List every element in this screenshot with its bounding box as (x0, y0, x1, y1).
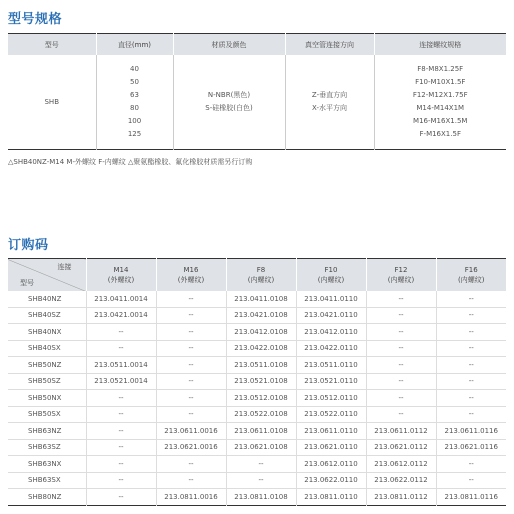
order-code-cell: -- (366, 390, 436, 407)
list-line: M16-M16X1.5M (413, 117, 468, 125)
row-model-cell: SHB40NX (8, 324, 86, 341)
list-line: 100 (127, 117, 142, 125)
order-code-cell: -- (436, 406, 506, 423)
order-code-cell: -- (86, 423, 156, 440)
order-code-cell: -- (436, 324, 506, 341)
order-code-cell: 213.0421.0110 (296, 307, 366, 324)
order-header-row (8, 259, 506, 292)
order-code-cell: -- (86, 406, 156, 423)
order-code-cell: -- (156, 357, 226, 374)
list-line: F8-M8X1.25F (417, 65, 464, 73)
order-code-cell: 213.0621.0016 (156, 439, 226, 456)
order-code-cell: 213.0622.0110 (296, 472, 366, 489)
order-code-cell: 213.0511.0110 (296, 357, 366, 374)
table-row (8, 406, 506, 423)
list-line: X-水平方向 (312, 104, 347, 112)
list-line: N-NBR(黑色) (207, 91, 251, 99)
table-row (8, 390, 506, 407)
order-code-cell: -- (156, 456, 226, 473)
order-header-col (156, 259, 226, 292)
order-code-cell: -- (436, 291, 506, 307)
col-thread-type: (内螺纹) (387, 276, 415, 284)
col-thread-type: (外螺纹) (177, 276, 205, 284)
section-title-model-spec: 型号规格 (8, 12, 63, 27)
order-code-cell: -- (86, 489, 156, 506)
order-header-col (436, 259, 506, 292)
list-line: Z-垂直方向 (311, 91, 348, 99)
table-row (8, 307, 506, 324)
order-code-cell: 213.0521.0014 (86, 373, 156, 390)
order-code-cell: 213.0411.0110 (296, 291, 366, 307)
order-code-cell: 213.0622.0112 (366, 472, 436, 489)
spec-header-material: 材质及颜色 (173, 34, 285, 56)
spec-header-thread: 连接螺纹规格 (374, 34, 506, 56)
order-code-cell: 213.0612.0112 (366, 456, 436, 473)
row-model-cell: SHB63NZ (8, 423, 86, 440)
order-code-cell: -- (156, 472, 226, 489)
list-line: 80 (130, 104, 139, 112)
list-line: F10-M10X1.5F (415, 78, 466, 86)
col-thread-name: F12 (394, 266, 408, 274)
order-code-cell: -- (86, 390, 156, 407)
spec-note: △SHB40NZ-M14 M-外螺纹 F-内螺纹 △聚氨酯橡胶、氟化橡胶材质需另行订购 (8, 158, 253, 166)
col-thread-name: M16 (183, 266, 199, 274)
order-code-cell: -- (436, 373, 506, 390)
order-table-body (8, 291, 506, 505)
list-line: M14-M14X1M (416, 104, 465, 112)
corner-label-model: 型号 (20, 279, 34, 287)
list-line: 63 (130, 91, 139, 99)
order-code-cell: 213.0412.0110 (296, 324, 366, 341)
spec-table (8, 33, 506, 150)
order-code-cell: 213.0412.0108 (226, 324, 296, 341)
order-code-cell: 213.0522.0110 (296, 406, 366, 423)
order-header-col (86, 259, 156, 292)
order-code-cell: -- (86, 324, 156, 341)
spec-row (8, 55, 506, 150)
order-code-cell: 213.0422.0108 (226, 340, 296, 357)
order-code-cell: 213.0612.0110 (296, 456, 366, 473)
col-thread-name: F10 (324, 266, 338, 274)
row-model-cell: SHB63NX (8, 456, 86, 473)
corner-label-connection: 连接 (57, 263, 72, 271)
row-model-cell: SHB50NZ (8, 357, 86, 374)
order-code-cell: -- (366, 406, 436, 423)
order-code-cell: -- (366, 340, 436, 357)
order-code-cell: 213.0811.0016 (156, 489, 226, 506)
spec-thread-list (374, 55, 506, 150)
order-code-cell: 213.0521.0108 (226, 373, 296, 390)
order-header-col (226, 259, 296, 292)
spec-direction-list (285, 55, 374, 150)
list-line: F12-M12X1.75F (412, 91, 468, 99)
col-thread-type: (内螺纹) (317, 276, 345, 284)
row-model-cell: SHB40SZ (8, 307, 86, 324)
table-row (8, 472, 506, 489)
order-code-cell: 213.0811.0112 (366, 489, 436, 506)
order-code-cell: 213.0611.0016 (156, 423, 226, 440)
order-code-cell: 213.0521.0110 (296, 373, 366, 390)
spec-model-cell: SHB (44, 97, 59, 106)
row-model-cell: SHB80NZ (8, 489, 86, 506)
order-code-cell: -- (366, 373, 436, 390)
table-row (8, 373, 506, 390)
table-row (8, 291, 506, 307)
order-code-cell: -- (366, 307, 436, 324)
order-code-cell: -- (436, 357, 506, 374)
order-code-cell: -- (366, 324, 436, 341)
order-code-cell: -- (226, 456, 296, 473)
order-header-corner (8, 259, 86, 292)
order-code-cell: 213.0512.0108 (226, 390, 296, 407)
order-code-cell: 213.0421.0108 (226, 307, 296, 324)
row-model-cell: SHB40SX (8, 340, 86, 357)
order-code-cell: 213.0512.0110 (296, 390, 366, 407)
order-code-cell: -- (156, 406, 226, 423)
order-code-cell: -- (86, 472, 156, 489)
order-code-cell: -- (86, 439, 156, 456)
order-code-cell: -- (86, 340, 156, 357)
spec-header-diameter: 直径(mm) (96, 34, 173, 56)
list-line: F-M16X1.5F (419, 130, 461, 138)
order-code-cell: 213.0621.0116 (436, 439, 506, 456)
table-row (8, 456, 506, 473)
order-code-cell: 213.0421.0014 (86, 307, 156, 324)
order-code-cell: 213.0621.0110 (296, 439, 366, 456)
section-title-order-code: 订购码 (8, 238, 49, 253)
order-code-cell: 213.0621.0112 (366, 439, 436, 456)
table-row (8, 489, 506, 506)
row-model-cell: SHB40NZ (28, 294, 62, 303)
table-row (8, 439, 506, 456)
order-code-cell: 213.0611.0112 (366, 423, 436, 440)
row-model-cell: SHB50SZ (8, 373, 86, 390)
order-code-cell: -- (366, 291, 436, 307)
order-code-cell: 213.0411.0014 (86, 291, 156, 307)
order-code-cell: -- (86, 456, 156, 473)
spec-diameter-list (96, 55, 173, 150)
order-code-cell: 213.0511.0014 (86, 357, 156, 374)
spec-material-list (173, 55, 285, 150)
spec-header-row (8, 34, 506, 56)
order-code-table (8, 258, 506, 506)
col-thread-type: (内螺纹) (247, 276, 275, 284)
order-code-cell: 213.0611.0108 (226, 423, 296, 440)
spec-header-direction: 真空管连接方向 (285, 34, 374, 56)
order-code-cell: -- (366, 357, 436, 374)
list-line: 125 (127, 130, 142, 138)
list-line: S-硅橡胶(白色) (205, 104, 253, 112)
order-code-cell: 213.0811.0116 (436, 489, 506, 506)
order-code-cell: -- (436, 307, 506, 324)
order-code-cell: 213.0621.0108 (226, 439, 296, 456)
order-code-cell: 213.0811.0110 (296, 489, 366, 506)
order-code-cell: -- (436, 340, 506, 357)
row-model-cell: SHB50SX (8, 406, 86, 423)
table-row (8, 423, 506, 440)
order-code-cell: -- (156, 307, 226, 324)
table-row (8, 357, 506, 374)
col-thread-type: (内螺纹) (458, 276, 485, 284)
col-thread-type: (外螺纹) (107, 276, 135, 284)
table-row (8, 324, 506, 341)
spec-header-model: 型号 (8, 34, 96, 56)
order-code-cell: 213.0511.0108 (226, 357, 296, 374)
list-line: 40 (130, 65, 139, 73)
order-code-cell: -- (156, 390, 226, 407)
col-thread-name: F8 (256, 266, 266, 274)
row-model-cell: SHB63SZ (8, 439, 86, 456)
order-code-cell: 213.0411.0108 (226, 291, 296, 307)
col-thread-name: F16 (464, 266, 478, 274)
order-code-cell: 213.0422.0110 (296, 340, 366, 357)
order-code-cell: 213.0522.0108 (226, 406, 296, 423)
order-code-cell: 213.0611.0110 (296, 423, 366, 440)
list-line: 50 (130, 78, 139, 86)
order-code-cell: -- (156, 340, 226, 357)
order-header-col (296, 259, 366, 292)
row-model-cell: SHB63SX (8, 472, 86, 489)
order-code-cell: -- (226, 472, 296, 489)
order-code-cell: -- (436, 390, 506, 407)
col-thread-name: M14 (113, 266, 129, 274)
order-code-cell: 213.0811.0108 (226, 489, 296, 506)
row-model-cell: SHB50NX (8, 390, 86, 407)
table-row (8, 340, 506, 357)
order-code-cell: -- (436, 456, 506, 473)
order-code-cell: 213.0611.0116 (436, 423, 506, 440)
order-code-cell: -- (156, 373, 226, 390)
order-header-col (366, 259, 436, 292)
order-code-cell: -- (436, 472, 506, 489)
order-code-cell: -- (156, 291, 226, 307)
order-code-cell: -- (156, 324, 226, 341)
